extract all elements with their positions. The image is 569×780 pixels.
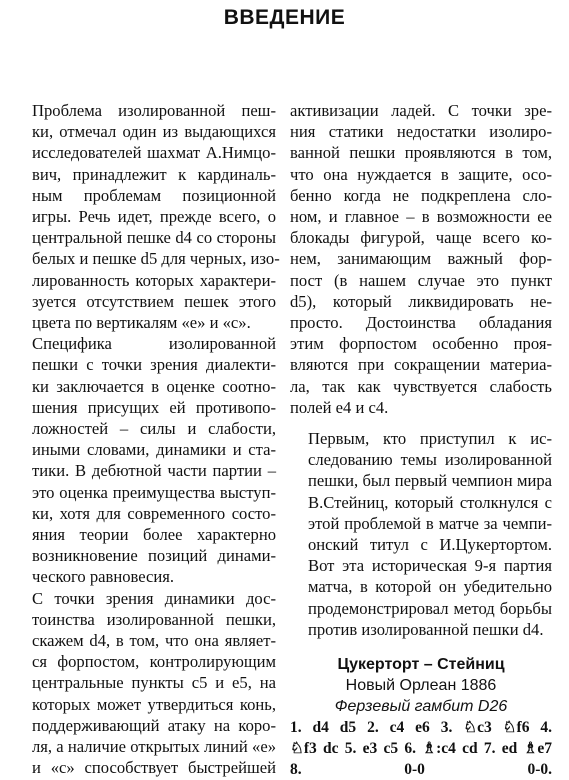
text-line: бенно когда не подкреплена сло- [290, 185, 552, 205]
text-line: онский титул с И.Цукертортом. [308, 535, 552, 555]
text-line: ным проблемам позиционной [32, 185, 276, 205]
text-line: Специфика изолированной [32, 334, 276, 354]
text-line: ния статики недостатки изолиро- [290, 122, 552, 142]
text-line: это оценка преимущества выступ- [32, 482, 276, 502]
text-line: ки, хотя для современного состо- [32, 503, 276, 523]
text-line: зуется отсутствием пешек этого [32, 291, 276, 311]
paragraph-3 [14, 588, 276, 779]
text-line: нем, занимающим важный фор- [290, 249, 552, 269]
paragraph-gap [290, 418, 552, 428]
text-line: блокады фигурой, чаще всего ко- [290, 228, 552, 248]
page-title: ВВЕДЕНИЕ [223, 6, 346, 29]
text-line: Первым, кто приступил к ис- [308, 429, 552, 449]
text-line: ванной пешки проявляются в том, [290, 143, 552, 163]
text-line: продемонстрировал метод борьбы [308, 598, 552, 618]
game-players: Цукерторт – Стейниц [337, 656, 505, 674]
text-line: возникновение позиций динами- [32, 546, 276, 566]
text-line: ки, отмечал один из выдающихся [32, 122, 276, 142]
text-line: Вот эта историческая 9-я партия [308, 556, 552, 576]
paragraph-2 [14, 333, 276, 587]
text-line: тики. В дебютной части партии – [32, 461, 276, 481]
text-line: пешки с точки зрения диалекти- [32, 355, 276, 375]
text-line: исследователей шахмат А.Нимцо- [32, 143, 276, 163]
text-line: пост (в нашем случае это пункт [290, 270, 552, 290]
text-line: тоинства изолированной пешки, [32, 609, 276, 629]
game-place: Новый Орлеан 1886 [345, 677, 497, 695]
text-line: ном, и главное – в возможности ее [290, 207, 552, 227]
text-line: которых может утвердиться конь, [32, 694, 276, 714]
text-line: ся форпостом, контролирующим [32, 652, 276, 672]
text-line: ческого равновесия. [32, 567, 175, 587]
text-line: Проблема изолированной пеш- [32, 101, 276, 120]
text-line: матча, в которой он убедительно [308, 577, 552, 597]
text-line: шения присущих ей противопо- [32, 397, 276, 417]
text-line: d5), который ликвидировать не- [290, 291, 552, 311]
text-line: полей е4 и с4. [290, 397, 389, 417]
text-line: ля, а наличие открытых линий «е» [32, 737, 276, 757]
game-moves [290, 717, 552, 780]
text-line: центральной пешке d4 со стороны [32, 228, 276, 248]
text-line: цвета по вертикалям «е» и «с». [32, 313, 251, 333]
text-line: В.Стейниц, который столкнулся с [308, 492, 552, 512]
text-line: скажем d4, в том, что она являет- [32, 631, 276, 651]
text-line: что она нуждается в защите, осо- [290, 164, 552, 184]
text-line: вич, принадлежит к кардиналь- [32, 164, 276, 184]
paragraph-3-continued [290, 100, 552, 418]
text-line: лированность которых характери- [32, 270, 276, 290]
paragraph-4 [290, 428, 552, 640]
left-column [14, 100, 280, 779]
text-line: яния теории более характерно [32, 525, 276, 545]
text-line: поддерживающий атаку на коро- [32, 715, 276, 735]
text-line: вляются при сокращении материа- [290, 355, 552, 375]
text-line: белых и пешке d5 для черных, изо- [32, 249, 280, 269]
moves-line: ♘f3 dc 5. e3 c5 6. ♗:c4 cd 7. ed ♗e7 [290, 740, 552, 758]
paragraph-1 [14, 100, 280, 333]
text-line: ла, так как чувствуется слабость [290, 376, 552, 396]
text-line: этим форпостом особенно проя- [290, 334, 552, 354]
game-header [290, 654, 552, 717]
text-line: С точки зрения динамики дос- [32, 588, 276, 608]
text-line: и «с» способствует быстрейшей [32, 758, 276, 778]
game-opening: Ферзевый гамбит D26 [334, 698, 508, 716]
right-column [290, 100, 552, 780]
moves-line: 1. d4 d5 2. c4 e6 3. ♘c3 ♘f6 4. [290, 719, 552, 737]
text-line: пешки, был первый чемпион мира [308, 471, 552, 491]
text-line: иными словами, динамики и ста- [32, 440, 276, 460]
moves-line: 8. 0-0 0-0. [290, 761, 552, 779]
text-line: центральные пункты с5 и е5, на [32, 673, 276, 693]
text-line: игры. Речь идет, прежде всего, о [32, 207, 276, 227]
text-line: ложностей – силы и слабости, [32, 419, 276, 439]
text-line: ки заключается в оценке соотно- [32, 376, 276, 396]
text-line: этой проблемой в матче за чемпи- [308, 513, 552, 533]
text-line: активизации ладей. С точки зре- [290, 101, 552, 120]
text-line: против изолированной пешки d4. [308, 619, 544, 639]
text-line: просто. Достоинства обладания [290, 313, 552, 333]
text-line: следованию темы изолированной [308, 450, 552, 470]
